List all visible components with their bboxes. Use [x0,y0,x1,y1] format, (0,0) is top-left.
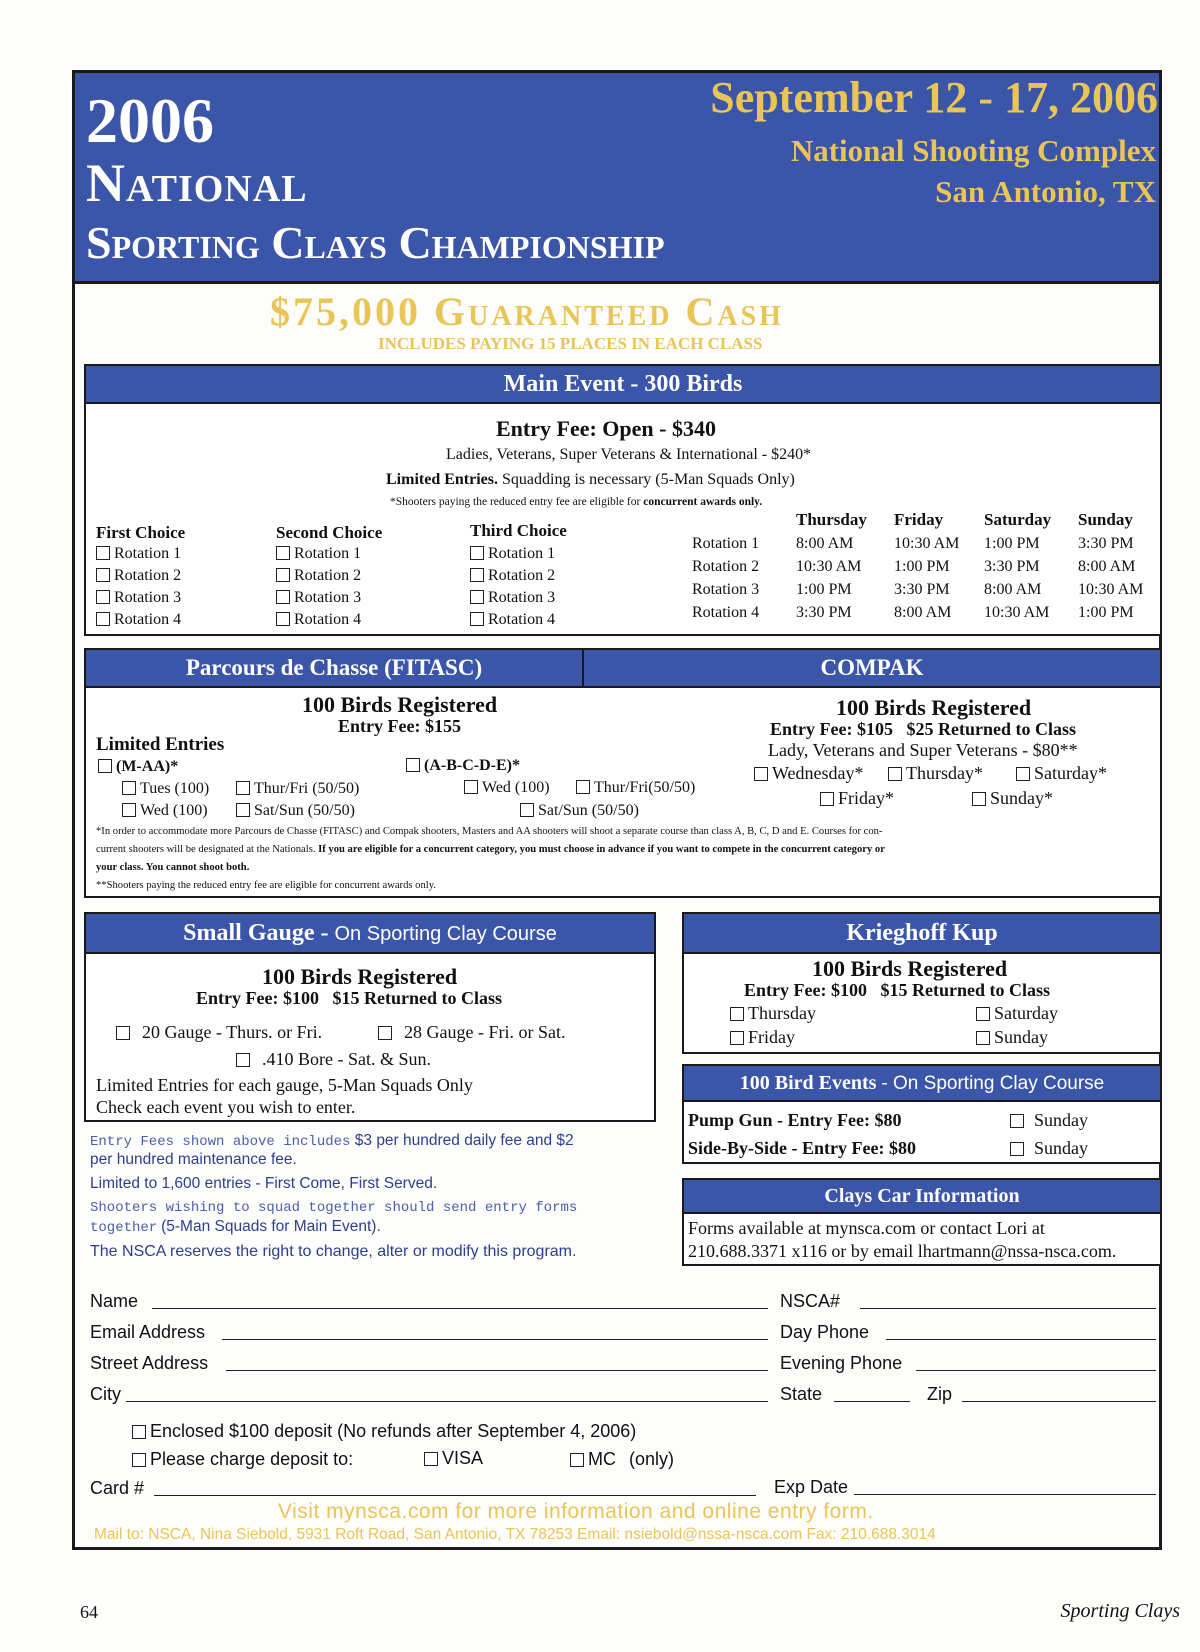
small-gauge-title [84,912,656,954]
header-city: San Antonio, TX [935,174,1156,209]
form-deposit [132,1421,636,1442]
small-gauge-note1: Limited Entries for each gauge, 5-Man Squads Only [96,1075,473,1095]
main-event-note-bold: concurrent awards only. [643,496,763,508]
fitasc-opt-satsun [236,802,355,820]
choice-heading-2: Second Choice [276,523,383,542]
main-event-fee: Entry Fee: Open - $340 [496,416,716,441]
fitasc-opt2-thurfri-checkbox[interactable] [576,780,590,794]
krieghoff-sunday-checkbox[interactable] [976,1031,990,1045]
fitasc-opt2-thurfri [576,779,695,797]
notes-fees-c: per hundred maintenance fee. [90,1151,297,1168]
schedule-rotation-3-time-3: 8:00 AM [984,581,1042,598]
footer-mail: Mail to: NSCA, Nina Siebold, 5931 Roft Road, San Antonio, TX 78253 Email: nsiebold@nssa-nsca.com Fax: 210.688.3014 [94,1526,936,1543]
notes-fees-a: Entry Fees shown above includes [90,1134,351,1150]
fitasc-opt-wed [122,802,208,820]
compak-wednesday-checkbox[interactable] [754,767,768,781]
choice-1-rotation-3-checkbox[interactable] [96,590,110,604]
small-gauge-registered: 100 Birds Registered [262,964,458,989]
form-day-phone-label: Day Phone [780,1322,870,1342]
choice-2-rotation-2-label: Rotation 2 [294,567,362,584]
fitasc-group-maa [98,758,178,776]
choice-2-rotation-3-checkbox[interactable] [276,590,290,604]
compak-day-thursday [888,763,983,784]
krieghoff-fee: Entry Fee: $100 $15 Returned to Class [744,980,1050,1000]
small-gauge-fee: Entry Fee: $100 $15 Returned to Class [196,988,502,1008]
fitasc-wed-label: Wed (100) [140,802,208,819]
clays-car-title: Clays Car Information [682,1178,1162,1214]
fitasc-footnote-b-bold: If you are eligible for a concurrent category, you must choose in advance if you want to compete in the concurrent category or [318,844,885,855]
choice-2-option-3 [276,589,361,607]
compak-day-wednesday [754,763,864,784]
fitasc-footnote-a: *In order to accommodate more Parcours de Chasse (FITASC) and Compak shooters, Masters and AA shooters will shoot a separate course than class A, B, C, D and E. Courses for con- [96,826,883,837]
small-gauge-title-rest: On Sporting Clay Course [334,923,557,945]
choice-3-rotation-1-label: Rotation 1 [488,545,556,562]
choice-1-rotation-4-label: Rotation 4 [114,611,182,628]
clays-car-line1: Forms available at mynsca.com or contact Lori at [688,1218,1045,1238]
footer-visit: Visit mynsca.com for more information and online entry form. [278,1500,874,1523]
choice-1-option-1 [96,545,181,563]
choice-3-rotation-1-checkbox[interactable] [470,546,484,560]
krieghoff-thursday-label: Thursday [748,1003,816,1023]
krieghoff-registered: 100 Birds Registered [812,956,1008,981]
fitasc-abcde-label: (A-B-C-D-E)* [424,757,520,774]
fitasc-satsun-checkbox[interactable] [236,803,250,817]
main-event-reduced: Ladies, Veterans, Super Veterans & International - $240* [446,446,812,463]
fitasc-opt2-thurfri-label: Thur/Fri(50/50) [594,779,696,796]
form-evening-phone-input[interactable] [916,1370,1156,1371]
notes-fees-b: $3 per hundred daily fee and $2 [354,1132,574,1149]
compak-saturday-checkbox[interactable] [1016,767,1030,781]
small-gauge-28-checkbox[interactable] [378,1026,392,1040]
hundred-bird-pump-checkbox[interactable] [1010,1114,1024,1128]
fitasc-opt2-wed-label: Wed (100) [482,779,550,796]
small-gauge-410-checkbox[interactable] [236,1053,250,1067]
clays-car-line2: 210.688.3371 x116 or by email lhartmann@nssa-nsca.com. [688,1241,1117,1261]
krieghoff-day-thursday [730,1003,816,1024]
hundred-bird-title-bold: 100 Bird Events [739,1072,877,1094]
small-gauge-note2: Check each event you wish to enter. [96,1097,356,1117]
form-deposit-label: Enclosed $100 deposit (No refunds after September 4, 2006) [150,1421,637,1441]
form-visa-checkbox[interactable] [424,1452,438,1466]
hundred-bird-sbs-day [1010,1138,1088,1159]
fitasc-opt-thurfri [236,780,359,798]
fitasc-opt2-satsun-label: Sat/Sun (50/50) [538,802,639,819]
choice-1-option-3 [96,589,181,607]
form-mc-label: MC [588,1449,616,1469]
choice-3-option-3 [470,589,555,607]
prize-sub: INCLUDES PAYING 15 PLACES IN EACH CLASS [378,334,763,353]
krieghoff-saturday-checkbox[interactable] [976,1007,990,1021]
schedule-rotation-2-time-2: 1:00 PM [894,558,950,575]
fitasc-maa-checkbox[interactable] [98,759,112,773]
compak-wednesday-label: Wednesday* [772,763,864,783]
hundred-bird-title-rest: - On Sporting Clay Course [881,1073,1105,1094]
form-name-input[interactable] [152,1308,768,1309]
main-event-limited [386,471,795,489]
schedule-rotation-4-time-3: 10:30 AM [984,604,1050,621]
form-visa-label: VISA [442,1448,484,1468]
fitasc-group-abcde [406,757,520,775]
small-gauge-opt2 [378,1022,565,1043]
form-city-input[interactable] [126,1401,768,1402]
form-state-label: State [780,1384,823,1404]
form-name-label: Name [90,1291,139,1311]
compak-sunday-label: Sunday* [990,788,1053,808]
form-charge-checkbox[interactable] [132,1453,146,1467]
hundred-bird-sbs: Side-By-Side - Entry Fee: $80 [688,1138,916,1158]
choice-2-option-2 [276,567,361,585]
krieghoff-day-sunday [976,1027,1048,1048]
form-email-label: Email Address [90,1322,206,1342]
choice-3-option-1 [470,545,555,563]
choice-2-rotation-4-label: Rotation 4 [294,611,362,628]
compak-saturday-label: Saturday* [1034,763,1107,783]
small-gauge-title-bold: Small Gauge - [183,920,329,946]
choice-1-rotation-2-label: Rotation 2 [114,567,182,584]
fitasc-footnote-d: **Shooters paying the reduced entry fee are eligible for concurrent awards only. [96,880,436,891]
form-evening-phone-label: Evening Phone [780,1353,903,1373]
schedule-rotation-3-time-4: 10:30 AM [1078,581,1144,598]
fitasc-maa-label: (M-AA)* [116,758,179,775]
small-gauge-20-label: 20 Gauge - Thurs. or Fri. [142,1022,323,1042]
form-nsca-label: NSCA# [780,1291,841,1311]
choice-heading-3: Third Choice [470,521,567,540]
compak-title: COMPAK [582,648,1162,688]
schedule-rotation-1-time-3: 1:00 PM [984,535,1040,552]
form-visa [424,1448,483,1469]
footer-page-number: 64 [80,1602,98,1622]
choice-3-rotation-2-checkbox[interactable] [470,568,484,582]
krieghoff-day-friday [730,1027,795,1048]
choice-2-option-1 [276,545,361,563]
notes-squad-b [90,1218,381,1236]
prize-headline: $75,000 Guaranteed Cash [270,289,784,334]
choice-2-rotation-2-checkbox[interactable] [276,568,290,582]
small-gauge-opt3 [236,1049,431,1070]
footer-magazine: Sporting Clays [1060,1600,1180,1622]
schedule-rotation-3-time-2: 3:30 PM [894,581,950,598]
choice-3-rotation-3-label: Rotation 3 [488,589,556,606]
notes-squad-c: (5-Man Squads for Main Event). [161,1218,381,1235]
schedule-rotation-1-label: Rotation 1 [692,535,760,552]
schedule-rotation-3-time-1: 1:00 PM [796,581,852,598]
choice-3-option-4 [470,611,555,629]
krieghoff-friday-label: Friday [748,1027,795,1047]
schedule-rotation-1-time-4: 3:30 PM [1078,535,1134,552]
schedule-day-saturday: Saturday [984,510,1052,529]
hundred-bird-sbs-day-label: Sunday [1034,1138,1088,1158]
form-email-input[interactable] [222,1339,768,1340]
krieghoff-thursday-checkbox[interactable] [730,1007,744,1021]
header-year: 2006 [86,85,214,156]
form-mc-checkbox[interactable] [570,1453,584,1467]
schedule-rotation-4-time-1: 3:30 PM [796,604,852,621]
choice-3-rotation-2-label: Rotation 2 [488,567,556,584]
choice-1-rotation-3-label: Rotation 3 [114,589,182,606]
choice-2-rotation-4-checkbox[interactable] [276,612,290,626]
form-charge-label: Please charge deposit to: [150,1449,354,1469]
fitasc-tues-label: Tues (100) [140,780,210,797]
choice-2-option-4 [276,611,361,629]
main-event-limited-bold: Limited Entries. [386,471,498,488]
notes-reserve: The NSCA reserves the right to change, alter or modify this program. [90,1243,577,1260]
fitasc-opt2-wed [464,779,550,797]
schedule-rotation-4-label: Rotation 4 [692,604,760,621]
choice-3-rotation-4-label: Rotation 4 [488,611,556,628]
hundred-bird-pump-day [1010,1110,1088,1131]
form-zip-input[interactable] [962,1401,1156,1402]
choice-3-option-2 [470,567,555,585]
form-exp-input[interactable] [854,1494,1156,1495]
krieghoff-friday-checkbox[interactable] [730,1031,744,1045]
schedule-day-thursday: Thursday [796,510,867,529]
schedule-rotation-4-time-4: 1:00 PM [1078,604,1134,621]
notes-fees [90,1132,574,1150]
choice-heading-1: First Choice [96,523,186,542]
hundred-bird-sbs-checkbox[interactable] [1010,1142,1024,1156]
schedule-day-sunday: Sunday [1078,510,1133,529]
form-state-input[interactable] [834,1401,910,1402]
compak-day-saturday [1016,763,1107,784]
schedule-rotation-2-time-1: 10:30 AM [796,558,862,575]
schedule-rotation-2-label: Rotation 2 [692,558,760,575]
hundred-bird-pump: Pump Gun - Entry Fee: $80 [688,1110,902,1130]
fitasc-title: Parcours de Chasse (FITASC) [84,648,584,688]
schedule-rotation-1-time-1: 8:00 AM [796,535,854,552]
form-mc [570,1449,674,1470]
compak-day-friday [820,788,894,809]
fitasc-thurfri-label: Thur/Fri (50/50) [254,780,360,797]
fitasc-registered: 100 Birds Registered [302,692,498,717]
choice-1-rotation-1-label: Rotation 1 [114,545,182,562]
header-title-line1: National [86,153,308,213]
notes-limited: Limited to 1,600 entries - First Come, First Served. [90,1175,438,1192]
compak-thursday-label: Thursday* [906,763,983,783]
fitasc-footnote-b [96,844,885,855]
choice-1-option-2 [96,567,181,585]
schedule-rotation-4-time-2: 8:00 AM [894,604,952,621]
fitasc-limited: Limited Entries [96,734,225,755]
form-charge [132,1449,353,1470]
choice-3-rotation-3-checkbox[interactable] [470,590,484,604]
form-day-phone-input[interactable] [886,1339,1156,1340]
main-event-note [390,496,762,508]
form-street-label: Street Address [90,1353,209,1373]
header-dates: September 12 - 17, 2006 [710,73,1158,122]
choice-3-rotation-4-checkbox[interactable] [470,612,484,626]
main-event-note-pre: *Shooters paying the reduced entry fee are eligible for [390,496,641,508]
fitasc-footnote-c: your class. You cannot shoot both. [96,862,250,873]
compak-fee: Entry Fee: $105 $25 Returned to Class [770,719,1076,739]
form-card-input[interactable] [154,1495,756,1496]
compak-friday-label: Friday* [838,788,894,808]
fitasc-thurfri-checkbox[interactable] [236,781,250,795]
small-gauge-410-label: .410 Bore - Sat. & Sun. [262,1049,431,1069]
fitasc-opt-tues [122,780,209,798]
krieghoff-saturday-label: Saturday [994,1003,1058,1023]
form-city-label: City [90,1384,121,1404]
form-street-input[interactable] [226,1370,768,1371]
choice-1-rotation-4-checkbox[interactable] [96,612,110,626]
notes-squad-a: Shooters wishing to squad together should send entry forms [90,1200,578,1216]
schedule-rotation-3-label: Rotation 3 [692,581,760,598]
schedule-rotation-2-time-4: 8:00 AM [1078,558,1136,575]
schedule-day-friday: Friday [894,510,944,529]
compak-registered: 100 Birds Registered [836,695,1032,720]
fitasc-opt2-satsun-checkbox[interactable] [520,803,534,817]
choice-2-rotation-1-checkbox[interactable] [276,546,290,560]
compak-thursday-checkbox[interactable] [888,767,902,781]
choice-1-rotation-2-checkbox[interactable] [96,568,110,582]
schedule-rotation-2-time-3: 3:30 PM [984,558,1040,575]
small-gauge-opt1 [116,1022,322,1043]
compak-reduced: Lady, Veterans and Super Veterans - $80** [768,740,1078,760]
fitasc-opt2-wed-checkbox[interactable] [464,780,478,794]
compak-friday-checkbox[interactable] [820,792,834,806]
form-zip-label: Zip [927,1384,953,1404]
form-nsca-input[interactable] [860,1308,1156,1309]
form-card-label: Card # [90,1478,145,1498]
small-gauge-28-label: 28 Gauge - Fri. or Sat. [404,1022,566,1042]
schedule-rotation-1-time-2: 10:30 AM [894,535,960,552]
fitasc-abcde-checkbox[interactable] [406,758,420,772]
fitasc-fee: Entry Fee: $155 [338,716,461,736]
krieghoff-sunday-label: Sunday [994,1027,1048,1047]
fitasc-tues-checkbox[interactable] [122,781,136,795]
choice-2-rotation-1-label: Rotation 1 [294,545,362,562]
krieghoff-title: Krieghoff Kup [682,912,1162,954]
krieghoff-day-saturday [976,1003,1058,1024]
compak-day-sunday [972,788,1053,809]
form-mc-only: (only) [629,1449,675,1469]
compak-sunday-checkbox[interactable] [972,792,986,806]
header-title-line2: Sporting Clays Championship [86,217,665,268]
form-deposit-checkbox[interactable] [132,1425,146,1439]
fitasc-wed-checkbox[interactable] [122,803,136,817]
header-venue: National Shooting Complex [790,133,1156,168]
main-event-limited-rest: Squadding is necessary (5-Man Squads Only) [502,471,795,488]
fitasc-footnote-b-text: current shooters will be designated at the Nationals. [96,844,316,855]
fitasc-satsun-label: Sat/Sun (50/50) [254,802,355,819]
choice-1-rotation-1-checkbox[interactable] [96,546,110,560]
hundred-bird-title [682,1064,1162,1102]
small-gauge-20-checkbox[interactable] [116,1026,130,1040]
choice-1-option-4 [96,611,181,629]
notes-squad-b-text: together [90,1220,158,1236]
choice-2-rotation-3-label: Rotation 3 [294,589,362,606]
main-event-title: Main Event - 300 Birds [84,364,1162,404]
fitasc-opt2-satsun [520,802,639,820]
form-exp-label: Exp Date [774,1477,849,1497]
hundred-bird-pump-day-label: Sunday [1034,1110,1088,1130]
